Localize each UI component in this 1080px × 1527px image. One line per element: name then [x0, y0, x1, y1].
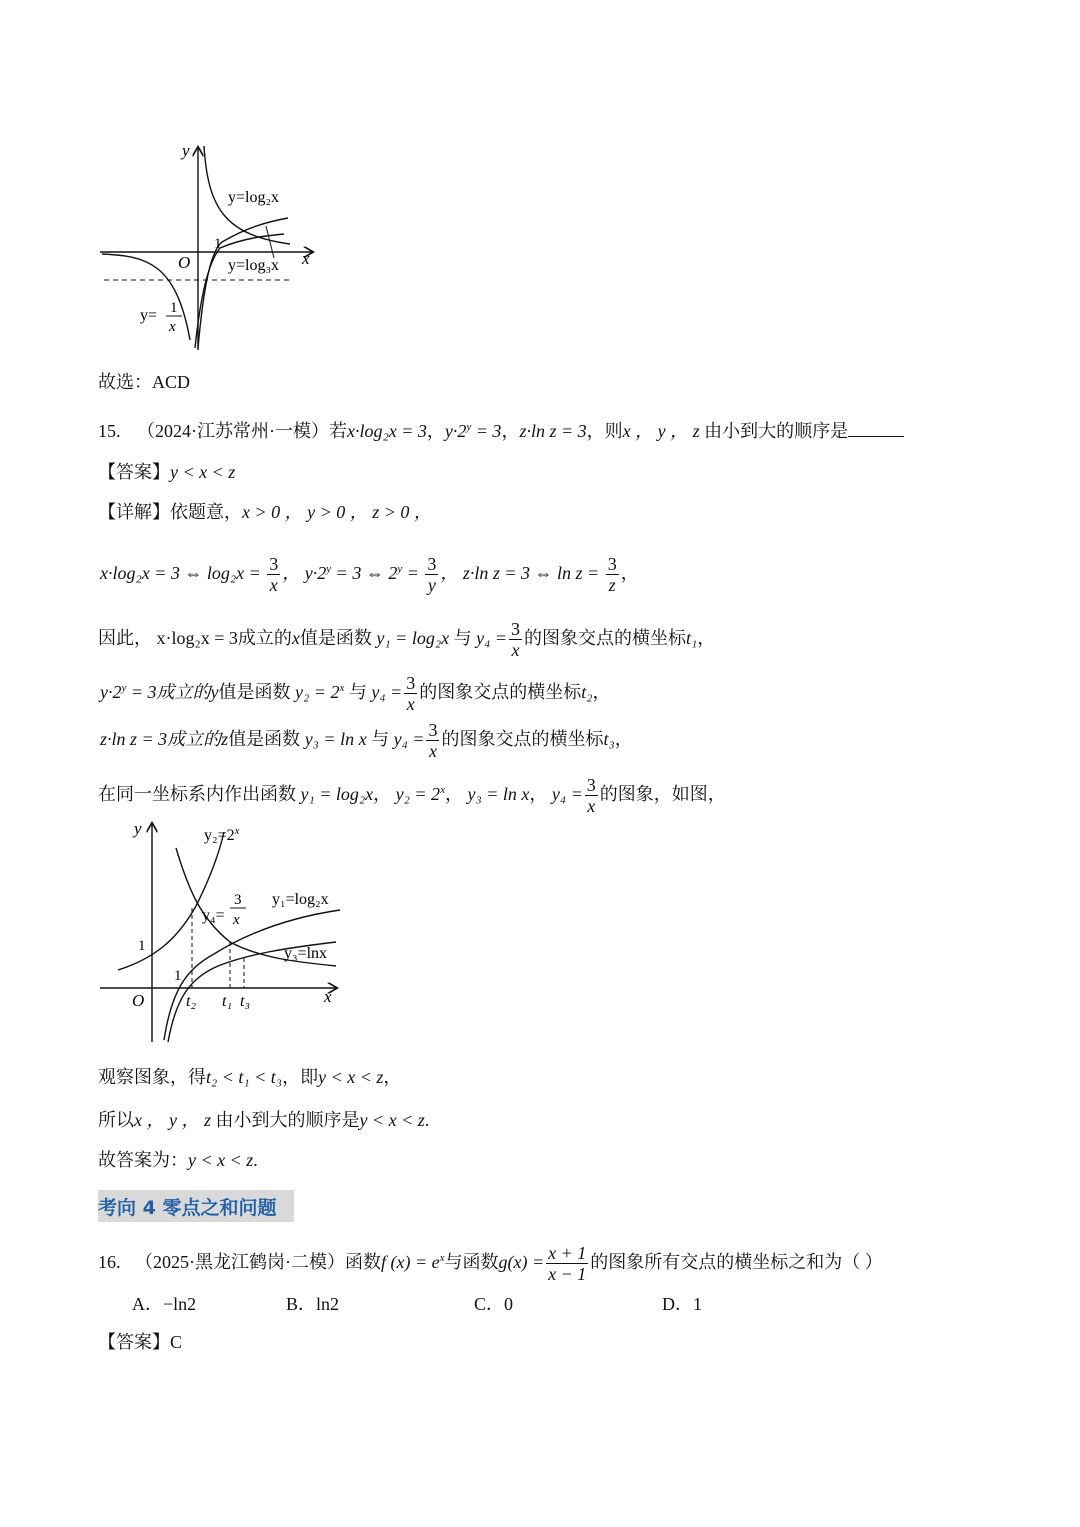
equivalence-line: x·log₂x = 3 ⇔ log₂x = $\frac{3}{x}$ ， $y\cdot 2^y = 3$ ⇔ $2^y$ = $\frac{3}{y}$ ， z·ln z = 3 ⇔ ln z = $\frac{3}{z}$ ， — [100, 554, 639, 596]
condition-1: x·log₂x = 3 — [347, 421, 427, 441]
detail-line-3: z·ln z = 3成立的z值是函数 y₃ = ln x 与 y₄ = $\frac{3}{x}$ 的图象交点的横坐标t₃， — [100, 720, 633, 762]
separator: ， — [426, 421, 445, 441]
question-16: 16. （2025·黑龙江鹤岗·二模）函数f $(x) = e^x$与函数g(x) = $\frac{x + 1}{x - 1}$ 的图象所有交点的横坐标之和为（ ） — [98, 1243, 883, 1285]
condition-2: $y\cdot 2^y = 3$ — [444, 421, 502, 441]
origin-label: O — [178, 253, 191, 272]
label-ln: y₃=lnx — [284, 945, 328, 962]
origin-label: O — [132, 991, 145, 1010]
ask-text: 由小到大的顺序是 — [704, 421, 849, 441]
option-c[interactable]: C．0 — [474, 1294, 514, 1314]
question-15 — [98, 415, 904, 443]
answer-15 — [98, 460, 235, 484]
four-function-graph — [96, 818, 356, 1046]
label-recip-num: 1 — [170, 300, 178, 316]
positivity-conditions: x > 0 ， y > 0 ， z > 0 ， — [242, 502, 432, 522]
label-recip: y= — [140, 307, 158, 324]
t1-label: t₁ — [222, 993, 233, 1010]
one-y-label: 1 — [138, 938, 146, 954]
label-y4: y₄= — [202, 907, 225, 924]
x-axis-label: x — [302, 249, 310, 268]
condition-3: z·ln z = 3 — [519, 421, 587, 441]
detail-intro — [98, 500, 432, 524]
observation-line: 观察图象，得t₂ < t₁ < t₃，即y < x < z， — [98, 1067, 402, 1087]
option-d[interactable]: D．1 — [662, 1294, 702, 1314]
pointer-line — [266, 226, 274, 258]
conclusion-line: 所以x ， y ， z 由小到大的顺序是y < x < z. — [98, 1110, 430, 1130]
question-source: （2025·黑龙江鹤岗·二模）函数 — [135, 1252, 381, 1272]
answer-value: C — [170, 1332, 183, 1352]
detail-line-1: 因此， x·log₂x = 3成立的x值是函数 y₁ = log₂x 与 y₄ = $\frac{3}{x}$ 的图象交点的横坐标t₁， — [98, 619, 716, 661]
detail-tag: 【详解】依题意， — [98, 502, 242, 522]
question-number: 16. — [98, 1252, 121, 1272]
one-x-label: 1 — [174, 968, 182, 984]
question-source: （2024·江苏常州·一模）若 — [137, 421, 347, 441]
curve-log2 — [198, 218, 288, 348]
y-axis-label: y — [134, 819, 142, 838]
section-heading: 考向 4 零点之和问题 — [98, 1197, 277, 1219]
answer-tag: 【答案】 — [98, 462, 170, 482]
option-a[interactable]: A．−ln2 — [132, 1294, 197, 1314]
detail-line-4: 在同一坐标系内作出函数 y₁ = log₂x， $y_2 = 2^x$， y₃ = ln x， y₄ = $\frac{3}{x}$ 的图象，如图， — [98, 775, 726, 817]
question-number: 15. — [98, 421, 121, 441]
log-reciprocal-graph — [96, 140, 326, 355]
label-y4-num: 3 — [234, 892, 242, 908]
label-y4-den: x — [233, 912, 240, 928]
y-axis-label: y — [182, 141, 190, 160]
one-label: 1 — [214, 236, 222, 252]
option-b[interactable]: B．ln2 — [286, 1294, 340, 1314]
curve-log2 — [164, 910, 340, 1040]
label-exp: $y_2=2^x$ — [204, 825, 240, 844]
variables: x ， y ， z — [622, 421, 700, 441]
answer-16 — [98, 1330, 182, 1354]
curve-log3 — [195, 234, 284, 348]
t2-label: t₂ — [186, 993, 197, 1010]
then-text: ，则 — [586, 421, 623, 441]
curve-exp — [118, 832, 224, 970]
x-axis-label: x — [324, 987, 332, 1006]
separator: ， — [501, 421, 520, 441]
t3-label: t₃ — [240, 993, 251, 1010]
label-log2: y₁=log₂x — [272, 891, 329, 908]
answer-blank — [848, 418, 904, 437]
final-answer-line: 故答案为：y < x < z. — [98, 1150, 258, 1170]
answer-value: y < x < z — [170, 462, 236, 482]
detail-line-2: $y\cdot 2^y = 3$成立的y值是函数 $y_2 = 2^x$ 与 y₄ = $\frac{3}{x}$ 的图象交点的横坐标t₂， — [100, 673, 611, 715]
prev-answer-line: 故选：ACD — [98, 372, 191, 392]
label-recip-den: x — [169, 319, 176, 335]
curve-reciprocal-left — [102, 254, 190, 340]
label-log2: y=log₂x — [228, 189, 280, 206]
answer-tag: 【答案】 — [98, 1332, 170, 1352]
label-log3: y=log₃x — [228, 257, 280, 274]
